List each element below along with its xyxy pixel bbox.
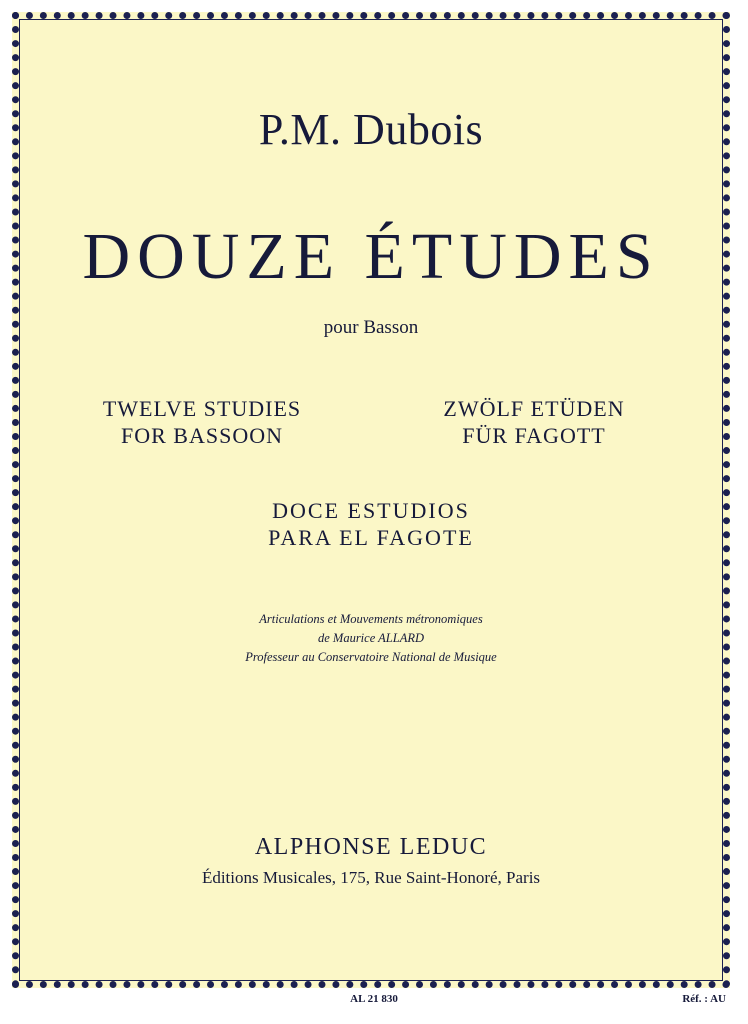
work-title: DOUZE ÉTUDES (82, 220, 660, 293)
publisher-address: Éditions Musicales, 175, Rue Saint-Honoré, Paris (201, 868, 541, 887)
credits-line: Professeur au Conservatoire National de Musique (245, 650, 497, 664)
composer-name: P.M. Dubois (258, 105, 484, 154)
credits-line: Articulations et Mouvements métronomiques (259, 612, 483, 626)
credits-line: de Maurice ALLARD (317, 631, 424, 645)
score-cover (12, 12, 730, 988)
english-title-line: FOR BASSOON (121, 423, 283, 448)
english-title (52, 395, 352, 449)
german-title-line: ZWÖLF ETÜDEN (443, 396, 625, 421)
instrument-subtitle: pour Basson (323, 317, 419, 338)
german-title (384, 395, 684, 449)
catalog-number: AL 21 830 (350, 993, 398, 1005)
english-title-line: TWELVE STUDIES (102, 396, 302, 421)
reference-code: Réf. : AU (682, 993, 726, 1005)
german-title-line: FÜR FAGOTT (462, 423, 606, 448)
publisher-name: ALPHONSE LEDUC (254, 834, 488, 860)
spanish-title-line: DOCE ESTUDIOS (272, 498, 470, 523)
spanish-title-line: PARA EL FAGOTE (268, 525, 474, 550)
editor-credits (12, 610, 730, 667)
spanish-title (12, 497, 730, 551)
